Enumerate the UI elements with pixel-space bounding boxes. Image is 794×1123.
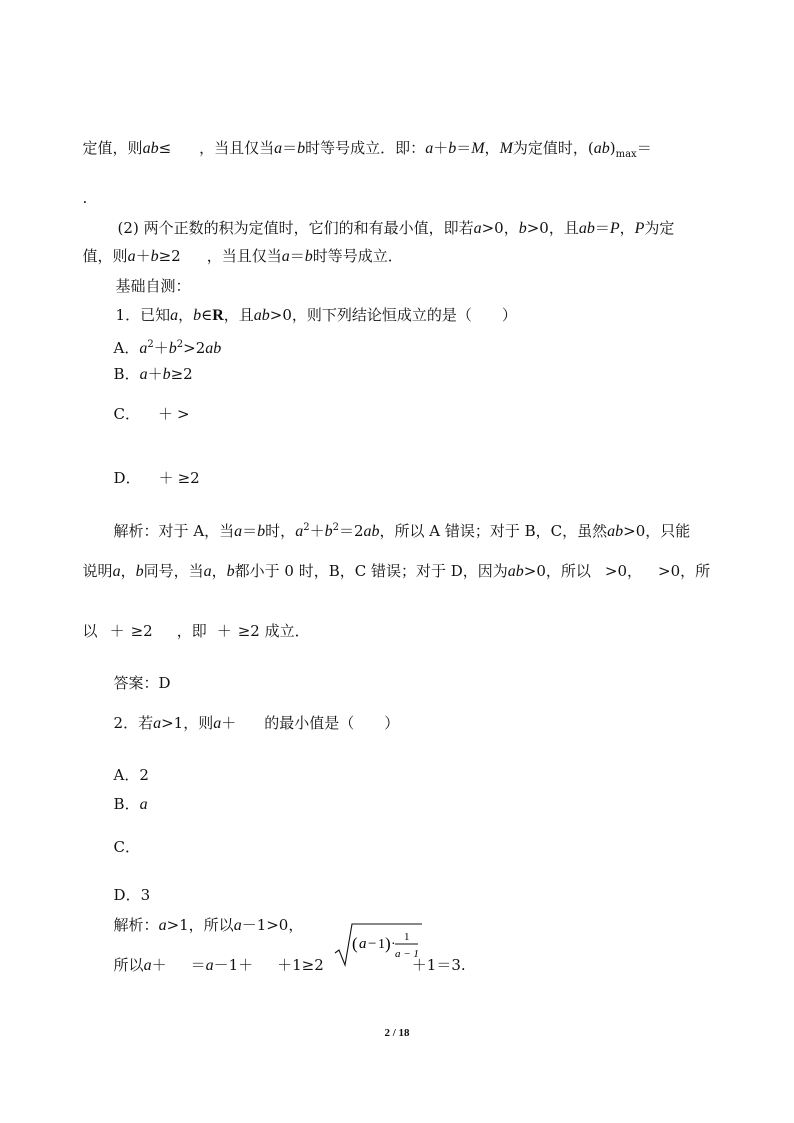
text: ， (120, 562, 136, 580)
text: 所以 (113, 956, 144, 974)
text: 的最小值是（ ） (264, 714, 400, 732)
text: >1，所以 (166, 916, 234, 934)
math-var: P (609, 220, 620, 237)
text: >0， (604, 562, 643, 580)
superscript: 2 (176, 339, 184, 350)
math-var: a (170, 307, 179, 324)
math-var: b (193, 307, 202, 324)
math-var: a (274, 140, 283, 157)
text: (2) 两个正数的积为定值时，它们的和有最小值，即若 (117, 219, 474, 237)
text: B． (113, 795, 140, 813)
math-var: a (205, 957, 214, 974)
text: 解析： (113, 916, 159, 934)
fraction-denominator: a − 1 (395, 948, 419, 960)
text: ＋ (135, 247, 151, 265)
question-2 (104, 693, 399, 734)
text: ＋ (147, 365, 163, 383)
text: 为定值时，( (512, 139, 594, 157)
paren-close: ) (385, 934, 391, 953)
math-var: a (112, 563, 121, 580)
text: 同号，当 (143, 562, 204, 580)
text: >0， (481, 219, 519, 237)
text: －1＋ (213, 956, 254, 974)
text: 基础自测： (115, 277, 191, 295)
text: ＝ (282, 139, 298, 157)
option-d (104, 448, 200, 488)
text: ≥2 成立． (237, 622, 310, 640)
text: ＋ (158, 405, 174, 423)
math-var: a (139, 366, 148, 383)
math-var: a (139, 796, 148, 813)
math-var: ab (607, 523, 624, 540)
text: 为定 (644, 219, 675, 237)
fraction-numerator: 1 (404, 931, 410, 943)
math-var: b (257, 523, 266, 540)
page-number: 2 / 18 (384, 1027, 410, 1039)
text: ＋ (151, 956, 167, 974)
math-var: b (135, 563, 144, 580)
text: ＝ (289, 247, 305, 265)
math-var: ab (142, 140, 159, 157)
text: 都小于 0 时，B，C 错误；对于 D，因为 (234, 562, 508, 580)
math-var: ab (205, 340, 222, 357)
text: ＋ (216, 622, 232, 640)
text: C． (113, 838, 141, 856)
math-var: b (304, 248, 313, 265)
text: 以 (82, 622, 98, 640)
superscript: 2 (303, 522, 310, 533)
text: >2 (183, 339, 206, 357)
text: ，即 (176, 622, 207, 640)
math-set-r: R (212, 307, 224, 324)
text: ＋1≥2 (277, 956, 324, 974)
text: ，当且仅当 (199, 139, 275, 157)
text: >0，只能 (623, 522, 691, 540)
text: ，所以 A 错误；对于 B，C，虽然 (379, 522, 608, 540)
text: >1，则 (161, 714, 214, 732)
text: D．3 (113, 886, 151, 904)
math-var: b (297, 140, 306, 157)
text: 时等号成立．即： (305, 139, 426, 157)
text: 时， (265, 522, 296, 540)
option-c (104, 384, 190, 424)
text: D． (113, 469, 141, 487)
text: 1．已知 (115, 306, 171, 324)
superscript: 2 (332, 522, 339, 533)
analysis-line (104, 895, 303, 936)
analysis-line (73, 601, 310, 641)
text: ＝ (242, 522, 258, 540)
analysis-line (104, 498, 690, 542)
text: >0，所以 (523, 562, 591, 580)
text: ， (484, 139, 500, 157)
superscript: 2 (147, 339, 154, 350)
text: ＋1＝3. (411, 956, 466, 974)
text: ≥2 (130, 622, 153, 640)
text: ＝ (190, 956, 206, 974)
math-var: b (518, 220, 527, 237)
dot-operator: · (391, 937, 396, 952)
math-var: ab (253, 307, 270, 324)
text: ＋ (153, 339, 169, 357)
subscript: max (615, 149, 637, 160)
option-c (104, 817, 140, 857)
math-var: a (213, 715, 222, 732)
minus-sign: − (368, 936, 377, 952)
math-var: b (150, 248, 159, 265)
sqrt-formula (334, 921, 424, 969)
text: ≥2 (177, 469, 200, 487)
text-line (73, 118, 652, 165)
text: ) (609, 139, 616, 157)
text: ＝2 (338, 522, 364, 540)
math-var: a (158, 917, 167, 934)
text: 2．若 (113, 714, 154, 732)
math-var: a (234, 523, 243, 540)
text: ＋ (433, 139, 449, 157)
math-var: a (127, 248, 136, 265)
text: 说明 (82, 562, 113, 580)
text: ＝ (594, 219, 610, 237)
text-line (73, 168, 87, 208)
answer-line (104, 653, 171, 693)
math-var: b (324, 523, 333, 540)
text: ，当且仅当 (206, 247, 282, 265)
math-var: b (226, 563, 235, 580)
paren-open: ( (352, 934, 358, 953)
text: ， (211, 562, 227, 580)
math-var: a (139, 340, 148, 357)
text: 答案：D (113, 674, 171, 692)
math-var: a (281, 248, 290, 265)
text: ＋ (158, 469, 174, 487)
math-var: a (143, 957, 152, 974)
math-var: b (162, 366, 171, 383)
text: >0，所 (658, 562, 711, 580)
text: A． (113, 339, 140, 357)
text: ＋ (109, 622, 125, 640)
text: ，且 (223, 306, 254, 324)
math-var: P (634, 220, 645, 237)
text: 定值，则 (82, 139, 143, 157)
text: >0，且 (526, 219, 579, 237)
text: 值，则 (82, 247, 128, 265)
math-var: a (425, 140, 434, 157)
text: 解析：对于 A，当 (113, 522, 235, 540)
math-var: M (499, 140, 513, 157)
text: ＝ (636, 139, 652, 157)
text: －1>0， (241, 916, 304, 934)
text: ≥2 (170, 365, 193, 383)
math-var: a (359, 936, 367, 952)
math-var: a (233, 917, 242, 934)
text: ＋ (221, 714, 237, 732)
math-var: a (473, 220, 482, 237)
math-var: b (448, 140, 457, 157)
text: ＝ (456, 139, 472, 157)
text: ， (178, 306, 194, 324)
text: ∈ (201, 306, 213, 324)
text: C． (113, 405, 141, 423)
text: >0，则下列结论恒成立的是（ ） (269, 306, 517, 324)
text: . (82, 189, 88, 207)
math-var: a (153, 715, 162, 732)
text: B． (113, 365, 140, 383)
number: 1 (378, 937, 385, 952)
text: A．2 (113, 766, 149, 784)
math-var: M (471, 140, 485, 157)
math-var: ab (578, 220, 595, 237)
option-b (104, 344, 193, 385)
math-var: b (168, 340, 177, 357)
math-var: a (203, 563, 212, 580)
text: ， (619, 219, 635, 237)
text: ＋ (309, 522, 325, 540)
text: ≤ (158, 139, 172, 157)
math-var: ab (507, 563, 524, 580)
analysis-line (73, 541, 710, 582)
math-var: ab (363, 523, 380, 540)
math-var: ab (593, 140, 610, 157)
math-var: a (295, 523, 304, 540)
text: 时等号成立． (312, 247, 403, 265)
text: > (177, 405, 190, 423)
text: ≥2 (158, 247, 181, 265)
option-b (104, 774, 148, 815)
